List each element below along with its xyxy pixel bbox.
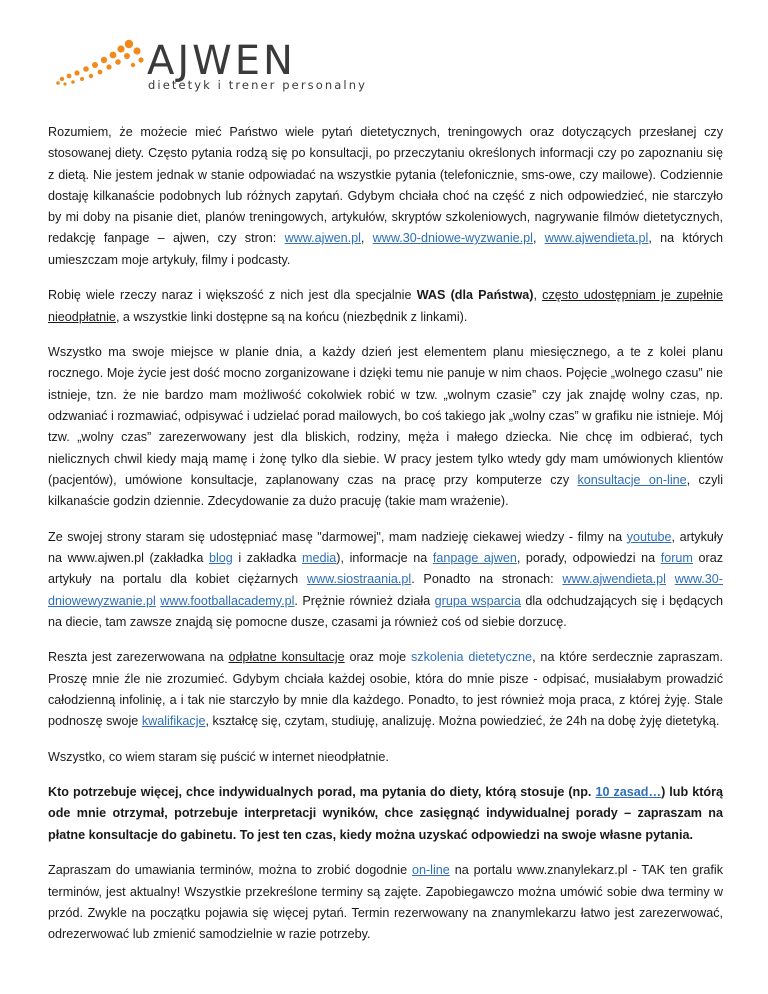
text: i zakładka [232,550,302,565]
text: dla odchudzających się i będących na diecie, tam zawsze znajdą się pomocne dusze, czasami ja również coś od siebie dorzucę. [48,593,723,629]
text: , na których umieszczam moje artykuły, filmy i podcasty. [48,231,723,267]
paragraph-2 [48,285,723,328]
paragraph-3 [48,342,723,512]
paragraph-1 [48,122,723,271]
text: Wszystko, co wiem staram się puścić w internet nieodpłatnie. [48,749,389,764]
logo-dots-icon [55,38,147,88]
link-ajwendieta[interactable]: www.ajwendieta.pl [544,231,649,246]
underlined-text: odpłatne konsultacje [228,650,345,665]
link-30-dniowewyzwanie[interactable]: www.30-dniowewyzwanie.pl [48,572,723,608]
link-on-line[interactable]: on-line [411,863,450,878]
link-siostraania[interactable]: www.siostraania.pl [306,572,412,587]
link-blog[interactable]: blog [208,550,233,565]
text: , [360,231,373,246]
link-10-zasad[interactable]: 10 zasad… [595,785,662,800]
text: oraz moje [344,650,411,665]
logo-tagline: dietetyk i trener personalny [148,78,367,92]
link-media[interactable]: media [301,550,337,565]
text: , artykuły na www.ajwen.pl (zakładka [48,529,723,565]
paragraph-5 [48,647,723,732]
text: , [533,288,543,303]
link-konsultacje-online[interactable]: konsultacje on-line [577,472,687,487]
text [666,572,675,586]
text: na portalu www.znanylekarz.pl - TAK ten grafik terminów, jest aktualny! Wszystkie przekreślone terminy są zajęte. Zapobiegawczo można umówić sobie dwa terminy w przód. Zwykle na początku pojawia się więcej pytań. Termin rezerwowany na znanymlekarzu łatwo jest zarezerwować, odrezerwować lub zmienić samodzielnie w razie potrzeby. [48,863,723,942]
text: ), informacje na [336,550,433,565]
text: ) lub którą ode mnie otrzymał, potrzebuje interpretacji wyników, chce zasięgnąć indywidualnej porady – zapraszam na płatne konsultacje do gabinetu. To jest ten czas, kiedy można uzyskać odpowiedzi na swoje własne pytania. [48,785,723,842]
link-youtube[interactable]: youtube [626,529,672,544]
link-szkolenia-dietetyczne[interactable]: szkolenia dietetyczne [411,650,533,665]
paragraph-7 [48,782,723,846]
text: Ze swojej strony staram się udostępniać masę "darmowej", mam nadzieję ciekawej wiedzy - filmy na [48,529,627,544]
paragraph-4 [48,527,723,633]
link-fanpage-ajwen[interactable]: fanpage ajwen [432,550,517,565]
link-kwalifikacje[interactable]: kwalifikacje [141,714,206,729]
text: , [532,231,545,246]
underlined-text: często udostępniam je zupełnie nieodpłatnie [48,288,723,324]
text: Wszystko ma swoje miejsce w planie dnia, a każdy dzień jest elementem planu miesięcznego, a te z kolei planu rocznego. Moje życie jest dość mocno zorganizowane i dzięki temu nie panuje w nim chaos. Pojęcie „wolnego czasu” nie istnieje, tzn. że nie bardzo mam możliwość cokolwiek robić w tzw. „wolnym czasie” czy jak znajdę wolny czas, np. odzwaniać i rozmawiać, odpisywać i udzielać porad mailowych, bo coś takiego jak „wolny czas” w grafiku nie istnieje. Mój tzw. „wolny czas” zarezerwowany jest dla bliskich, rodziny, męża i małego dziecka. Nie chcę im odbierać, tych nielicznych chwil kiedy mają mamę i żonę tylko dla siebie. W pracy jestem tylko wtedy gdy mam umówionych klientów (pacjentów), umówione konsultacje, zaplanowany czas na pracę przy komputerze czy [48,345,723,487]
text: , na które serdecznie zapraszam. Proszę mnie źle nie zrozumieć. Gdybym chciała każdej osobie, która do mnie pisze - odpisać, musiałabym prowadzić całodzienną infolinię, a i tak nie starczyło by mnie dla każdego. Ponadto, to jest również moja praca, z której żyję. Stale podnoszę swoje [48,650,724,729]
paragraph-6 [48,747,723,768]
link-grupa-wsparcia[interactable]: grupa wsparcia [434,593,521,608]
text: Robię wiele rzeczy naraz i większość z nich jest dla specjalnie [48,288,417,303]
article-body [48,122,723,960]
bold-text: WAS (dla Państwa) [416,288,534,303]
text: , czyli kilkanaście godzin dziennie. Zdecydowanie za dużo pracuję (takie mam wrażenie). [48,472,723,509]
paragraph-8 [48,860,723,945]
text: . Prężnie również działa [294,593,435,608]
link-30-dniowe-wyzwanie[interactable]: www.30-dniowe-wyzwanie.pl [372,231,533,246]
link-ajwen[interactable]: www.ajwen.pl [284,231,361,246]
text: Zapraszam do umawiania terminów, można to zrobić dogodnie [48,863,412,878]
text: Rozumiem, że możecie mieć Państwo wiele pytań dietetycznych, treningowych oraz dotyczących przesłanej czy stosowanej diety. Często pytania rodzą się po konsultacji, po przeczytaniu określonych informacji czy po zapoznaniu się z dietą. Nie jestem jednak w stanie odpowiadać na wszystkie pytania (telefonicznie, sms-owe, czy mailowe). Codziennie dostaję kilkanaście podobnych lub różnych zapytań. Gdybym chciała choć na część z nich odpowiedzieć, nie starczyło by mi doby na pisanie diet, planów treningowych, artykułów, skryptów szkoleniowych, nagrywanie filmów dietetycznych, redakcję fanpage – ajwen, czy stron: [48,125,723,246]
link-forum[interactable]: forum [660,550,693,565]
text: , a wszystkie linki dostępne są na końcu (niezbędnik z linkami). [115,309,468,324]
text: , porady, odpowiedzi na [516,550,661,565]
header-logo [55,38,375,98]
link-ajwendieta-2[interactable]: www.ajwendieta.pl [562,572,666,587]
text: Reszta jest zarezerwowana na [48,650,229,665]
text: oraz artykuły na portalu dla kobiet ciężarnych [48,550,724,587]
logo-wordmark: AJWEN [147,38,296,84]
text: , kształcę się, czytam, studiuję, analizuję. Można powiedzieć, że 24h na dobę żyję dietetyką. [205,714,720,729]
text: . Ponadto na stronach: [411,572,563,587]
text: Kto potrzebuje więcej, chce indywidualnych porad, ma pytania do diety, którą stosuje (np. [48,785,596,800]
link-footballacademy[interactable]: www.footballacademy.pl [160,593,295,608]
